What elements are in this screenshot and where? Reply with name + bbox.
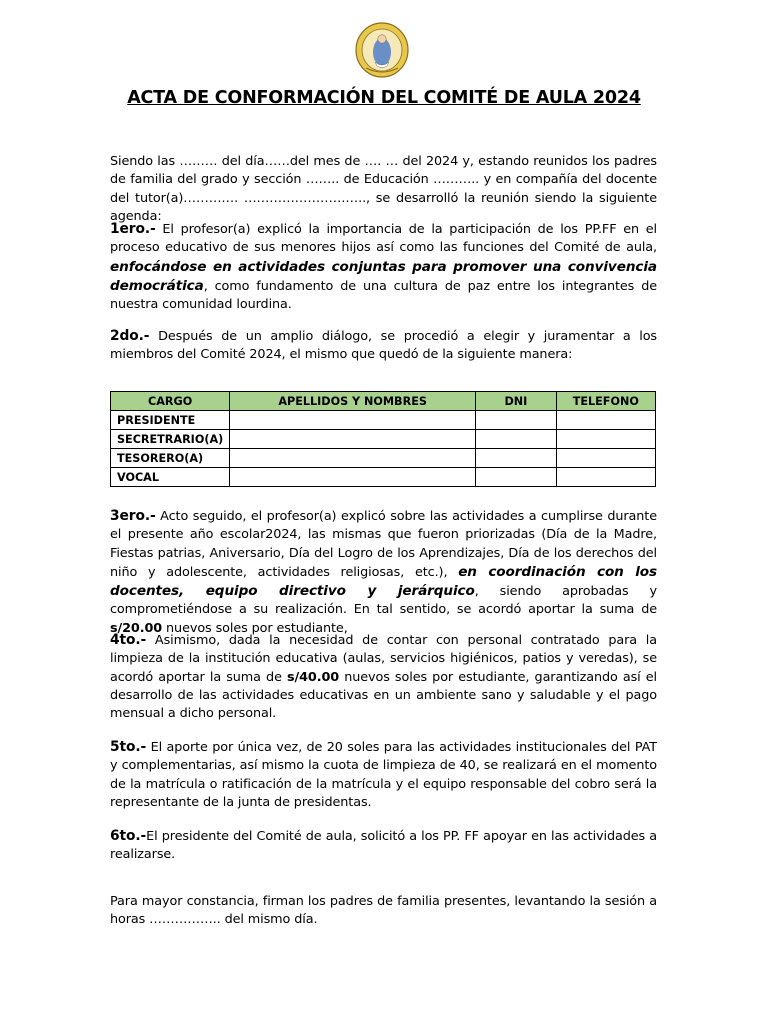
header-telefono: TELEFONO — [556, 392, 655, 411]
item-5-lead: 5to.- — [110, 739, 147, 755]
header-apellidos-nombres: APELLIDOS Y NOMBRES — [230, 392, 476, 411]
cargo-cell: TESORERO(A) — [111, 449, 230, 468]
closing-paragraph: Para mayor constancia, firman los padres de familia presentes, levantando la sesión a horas …………….. del mismo día. — [110, 894, 657, 928]
item-3-text-a: Acto seguido, el profesor(a) explicó sobre las actividades a cumplirse durante el presente año escolar2024, las mismas que fueron priorizadas (Día de la Madre, Fiestas patrias, Aniversario, Día del Logro de los Aprendizajes, Día de los derechos del niño y adolescente, actividades religiosas, etc.), — [110, 509, 657, 580]
table-row — [111, 468, 656, 487]
item-3-text-c: nuevos soles por estudiante, — [162, 620, 348, 636]
item-2-text: Después de un amplio diálogo, se procedió a elegir y juramentar a los miembros del Comité 2024, el mismo que quedó de la siguiente manera: — [110, 329, 657, 363]
agenda-item-4 — [110, 631, 657, 723]
document-title: ACTA DE CONFORMACIÓN DEL COMITÉ DE AULA 2024 — [127, 88, 641, 108]
item-6-text: El presidente del Comité de aula, solicitó a los PP. FF apoyar en las actividades a realizarse. — [110, 829, 657, 863]
cargo-cell: PRESIDENTE — [111, 411, 230, 430]
item-3-text-b: , siendo aprobadas y comprometiéndose a su realización. En tal sentido, se acordó aportar la suma de — [110, 584, 658, 618]
table-row — [111, 411, 656, 430]
agenda-item-3 — [110, 507, 657, 638]
item-1-emphasis: enfocándose en actividades conjuntas para promover una convivencia democrática — [110, 258, 657, 294]
agenda-item-1 — [110, 220, 657, 314]
item-3-amount: s/20.00 — [110, 620, 163, 636]
agenda-item-5 — [110, 738, 657, 812]
dni-cell[interactable] — [476, 468, 557, 487]
item-1-text-b: , como fundamento de una cultura de paz entre los integrantes de nuestra comunidad lourdina. — [110, 278, 657, 313]
item-3-lead: 3ero.- — [110, 508, 156, 524]
item-1-text-a: El profesor(a) explicó la importancia de la participación de los PP.FF en el proceso educativo de sus menores hijos así como las funciones del Comité de aula, — [110, 222, 657, 256]
name-cell[interactable] — [230, 430, 476, 449]
cargo-cell: VOCAL — [111, 468, 230, 487]
item-1-lead: 1ero.- — [110, 221, 156, 237]
name-cell[interactable] — [230, 449, 476, 468]
item-4-text-a: Asimismo, dada la necesidad de contar con personal contratado para la limpieza de la institución educativa (aulas, servicios higiénicos, patios y veredas), se acordó aportar la suma de — [110, 633, 657, 685]
item-5-text: El aporte por única vez, de 20 soles para las actividades institucionales del PAT y complementarias, así mismo la cuota de limpieza de 40, se realizará en el momento de la matrícula o ratificación de la matrícula y el equipo responsable del cobro será la representante de la junta de presidentas. — [110, 740, 657, 810]
cargo-cell: SECRETRARIO(A) — [111, 430, 230, 449]
agenda-item-6 — [110, 827, 657, 865]
table-header-row — [111, 392, 656, 411]
item-2-lead: 2do.- — [110, 328, 150, 344]
table-row — [111, 449, 656, 468]
phone-cell[interactable] — [556, 449, 655, 468]
name-cell[interactable] — [230, 468, 476, 487]
dni-cell[interactable] — [476, 430, 557, 449]
intro-paragraph: Siendo las ……… del día……del mes de …. … del 2024 y, estando reunidos los padres de familia del grado y sección …….. de Educación ……….. y en compañía del docente del tutor(a)…………. ……………………….., se desarrolló la reunión siendo la siguiente agenda: — [110, 154, 657, 224]
dni-cell[interactable] — [476, 449, 557, 468]
item-6-lead: 6to.- — [110, 828, 147, 844]
header-cargo: CARGO — [111, 392, 230, 411]
school-crest-logo — [354, 22, 410, 78]
item-4-lead: 4to.- — [110, 632, 147, 648]
item-4-text-b: nuevos soles por estudiante, garantizando así el desarrollo de las actividades educativas en un ambiente sano y saludable y el pago mensual a dicho personal. — [110, 669, 658, 722]
table-row — [111, 430, 656, 449]
name-cell[interactable] — [230, 411, 476, 430]
item-4-amount: s/40.00 — [287, 669, 340, 685]
phone-cell[interactable] — [556, 430, 655, 449]
committee-table — [110, 391, 656, 487]
phone-cell[interactable] — [556, 468, 655, 487]
item-3-emphasis: en coordinación con los docentes, equipo directivo y jerárquico — [110, 563, 657, 600]
dni-cell[interactable] — [476, 411, 557, 430]
phone-cell[interactable] — [556, 411, 655, 430]
agenda-item-2 — [110, 327, 657, 365]
header-dni: DNI — [476, 392, 557, 411]
